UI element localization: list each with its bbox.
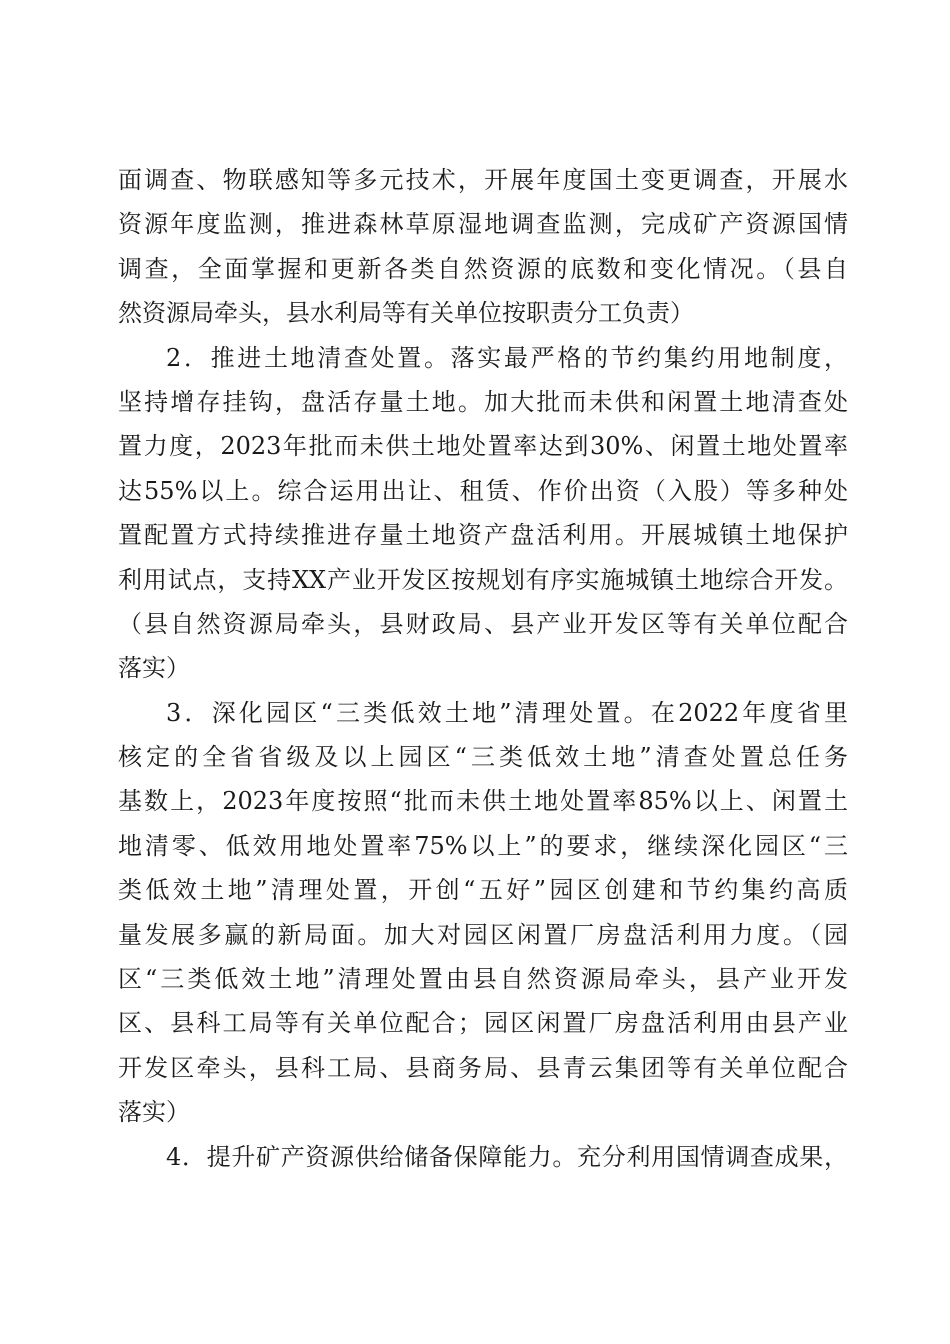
text-line: 落实）	[118, 654, 190, 683]
text-line: 利用试点，支持XX产业开发区按规划有序实施城镇土地综合开发。	[118, 565, 848, 594]
text-line: 类低效土地”清理处置，开创“五好”园区创建和节约集约高质	[118, 876, 848, 905]
text-line: 3．深化园区“三类低效土地”清理处置。在2022年度省里	[166, 698, 848, 727]
text-line: 置力度，2023年批而未供土地处置率达到30%、闲置土地处置率	[118, 432, 848, 461]
text-line: 区、县科工局等有关单位配合；园区闲置厂房盘活利用由县产业	[118, 1009, 848, 1038]
text-line: 面调查、物联感知等多元技术，开展年度国土变更调查，开展水	[118, 166, 848, 194]
text-line: 调查，全面掌握和更新各类自然资源的底数和变化情况。（县自	[118, 254, 848, 283]
text-line: 达55%以上。综合运用出让、租赁、作价出资（入股）等多种处	[118, 476, 848, 505]
body-text	[118, 158, 848, 1179]
text-line: 2．推进土地清查处置。落实最严格的节约集约用地制度，	[166, 343, 848, 372]
text-line: 核定的全省省级及以上园区“三类低效土地”清查处置总任务	[118, 743, 848, 772]
text-line: 落实）	[118, 1098, 190, 1127]
text-line: 基数上，2023年度按照“批而未供土地处置率85%以上、闲置土	[118, 787, 848, 816]
text-line: 置配置方式持续推进存量土地资产盘活利用。开展城镇土地保护	[118, 521, 848, 550]
text-line: 坚持增存挂钩，盘活存量土地。加大批而未供和闲置土地清查处	[118, 387, 848, 416]
text-line: 然资源局牵头，县水利局等有关单位按职责分工负责）	[118, 299, 694, 328]
text-line: 地清零、低效用地处置率75%以上”的要求，继续深化园区“三	[118, 831, 848, 860]
text-line: 量发展多赢的新局面。加大对园区闲置厂房盘活利用力度。（园	[118, 920, 848, 949]
text-line: 4．提升矿产资源供给储备保障能力。充分利用国情调查成果，	[166, 1142, 848, 1171]
text-line: 区“三类低效土地”清理处置由县自然资源局牵头，县产业开发	[118, 965, 848, 994]
text-line: 资源年度监测，推进森林草原湿地调查监测，完成矿产资源国情	[118, 210, 848, 239]
text-line: （县自然资源局牵头，县财政局、县产业开发区等有关单位配合	[118, 609, 848, 638]
text-line: 开发区牵头，县科工局、县商务局、县青云集团等有关单位配合	[118, 1053, 848, 1082]
